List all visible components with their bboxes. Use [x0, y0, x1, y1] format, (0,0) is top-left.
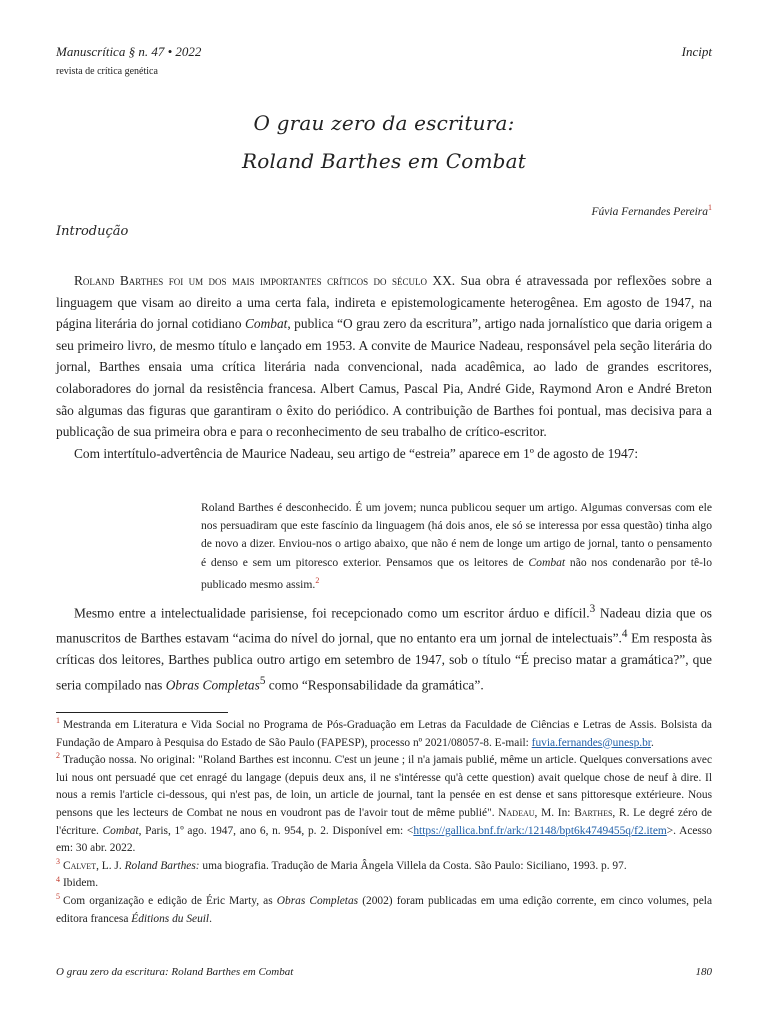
footnote-text: , L. J. [96, 859, 125, 872]
footnote-ref-5[interactable]: 5 [259, 674, 266, 687]
footnote-text: Tradução nossa. No original: "Roland Barthes est inconnu. C'est un jeune ; il n'a jamais publié, même un article. Quelques conversations avec lui nous ont persuadé que cet enragé du langage (depuis deux ans, il ne s'intéresse qu'à cette question) avait quelque chose de neuf à dire. Il nous a remis l'article ci-dessous, qui n'est pas, de loin, un article de journal, tant la pensée en est dense et sans pittoresque extérieure. Nous pensons que les lecteurs de Combat ne nous en voudront pas de l'avoir tout de même publié". [56, 754, 712, 819]
footnote-ref-4[interactable]: 4 [621, 628, 628, 641]
footnote-ref-3[interactable]: 3 [589, 603, 596, 615]
author-surname: Nadeau [498, 806, 535, 819]
footnote-divider [56, 712, 228, 713]
footnote-text: Ibidem. [63, 877, 99, 890]
section-heading: Introdução [56, 224, 129, 239]
gallica-link[interactable]: https://gallica.bnf.fr/ark:/12148/bpt6k4749455q/f2.item [413, 824, 667, 837]
paragraph-text: como “Responsabilidade da gramática”. [265, 677, 484, 693]
publisher-name: Éditions du Seuil [131, 912, 210, 925]
paragraph-text: XX. Sua obra é atravessada por reflexões sobre a linguagem que visam ao direito a uma certa fala, indireta e epistemologicamente heterogênea. Em agosto de 1947, na página literária do jornal cotidiano [56, 273, 712, 332]
paragraph-text: , publica “O grau zero da escritura”, artigo nada jornalístico que daria origem a seu primeiro livro, de mesmo título e lançado em 1953. A convite de Maurice Nadeau, responsável pela seção literária do jornal, Barthes ensaia uma crítica literária nada convencional, nada acadêmica, ao lado de grandes escritores, colaboradores do jornal da resistência francesa. Albert Camus, Pascal Pia, André Gide, Raymond Aron e André Breton são algumas das figuras que garantiram o êxito do periódico. A contribuição de Barthes foi pontual, mas decisiva para a publicação de sua primeira obra e para o reconhecimento de seu trabalho de crítico-escritor. [56, 316, 713, 440]
newspaper-name: Combat [528, 555, 566, 569]
footnote-3 [56, 858, 712, 876]
title-line-1: O grau zero da escritura: [253, 111, 515, 135]
paragraph-1 [56, 270, 712, 443]
footnote-text: (2002) foram publicadas em uma edição corrente, em cinco volumes, pela editora francesa [56, 894, 712, 925]
footnote-number: 1 [56, 716, 60, 726]
footnote-ref-1[interactable]: 1 [708, 203, 712, 212]
book-title: Obras Completas [276, 894, 359, 907]
paragraph-text: Mesmo entre a intelectualidade parisiense, foi recepcionado como um escritor árduo e difícil. [74, 605, 590, 621]
author-text: Fúvia Fernandes Pereira [591, 205, 708, 218]
email-link[interactable]: fuvia.fernandes@unesp.br [531, 736, 651, 749]
footnote-number: 3 [56, 856, 60, 866]
book-title: Roland Barthes: [124, 859, 200, 872]
article-title [56, 104, 712, 180]
body-text [56, 270, 712, 464]
author-surname: Calvet [63, 859, 97, 872]
footnotes [56, 717, 712, 928]
footnote-2 [56, 752, 712, 858]
newspaper-name: Combat [102, 824, 139, 837]
paragraph-lead: Roland Barthes foi um dos mais importantes críticos do século [74, 273, 427, 288]
footnote-number: 4 [56, 874, 60, 884]
block-quote [201, 499, 712, 594]
journal-subtitle: revista de crítica genética [56, 66, 158, 77]
paragraph-text: Nadeau dizia que os manuscritos de Barthes estavam “acima do nível do jornal, que no entanto era um jornal de intelectuais”. [56, 605, 713, 646]
quote-text: Roland Barthes é desconhecido. É um jovem; nunca publicou sequer um artigo. Algumas conversas com ele nos persuadiram que este fascínio da linguagem (há dois anos, ele só se interessa por essa questão) tinha algo de novo a dizer. Enviou-nos o artigo abaixo, que não é nem de longe um artigo de jornal, tanto o pensamento é denso e sem um pitoresco exterior. Pensamos que os leitores de [201, 501, 712, 569]
footnote-text: uma biografia. Tradução de Maria Ângela Villela da Costa. São Paulo: Siciliano, 1993. p. 97. [199, 859, 627, 872]
title-line-2: Roland Barthes em Combat [241, 149, 527, 173]
book-title: Obras Completas [165, 677, 260, 693]
footnote-text: . [209, 912, 212, 925]
running-title: O grau zero da escritura: Roland Barthes em Combat [56, 966, 294, 978]
author-surname: Barthes [574, 806, 613, 819]
footnote-number: 5 [56, 892, 60, 902]
footnote-ref-2[interactable]: 2 [315, 575, 320, 585]
footnote-1 [56, 717, 712, 752]
footnote-5 [56, 893, 712, 928]
paragraph-text: Em resposta às críticas dos leitores, Barthes publica outro artigo em setembro de 1947, sob o título “É preciso matar a gramática?”, que seria compilado nas [56, 630, 712, 693]
footnote-text: , R. Le degré zéro de l'écriture. [56, 806, 712, 837]
paragraph-3 [56, 599, 712, 696]
author-name [592, 203, 712, 218]
section-name: Incipt [681, 44, 712, 59]
page-header [56, 44, 712, 77]
footnote-text: . [650, 736, 654, 749]
paragraph-2: Com intertítulo-advertência de Maurice Nadeau, seu artigo de “estreia” aparece em 1º de agosto de 1947: [74, 445, 639, 461]
footnote-text: >. Acesso em: 30 abr. 2022. [56, 824, 712, 855]
footnote-text: , Paris, 1º ago. 1947, ano 6, n. 954, p. 2. Disponível em: < [138, 824, 414, 837]
footnote-text: , M. In: [534, 806, 575, 819]
newspaper-name: Combat [244, 316, 288, 332]
page-number: 180 [695, 966, 712, 978]
journal-name: Manuscrítica § n. 47 • 2022 [56, 44, 202, 59]
page-footer [56, 966, 712, 978]
footnote-text: Mestranda em Literatura e Vida Social no Programa de Pós-Graduação em Letras da Faculdade de Ciências e Letras de Assis. Bolsista da Fundação de Amparo à Pesquisa do Estado de São Paulo (FAPESP), processo nº 2021/08057-8. E-mail: [56, 719, 712, 749]
quote-text: não nos condenarão por tê-lo publicado mesmo assim. [201, 555, 712, 591]
body-text-continued [56, 599, 712, 696]
footnote-text: Com organização e edição de Éric Marty, as [63, 894, 277, 907]
footnote-4 [56, 875, 712, 893]
footnote-number: 2 [56, 751, 60, 761]
